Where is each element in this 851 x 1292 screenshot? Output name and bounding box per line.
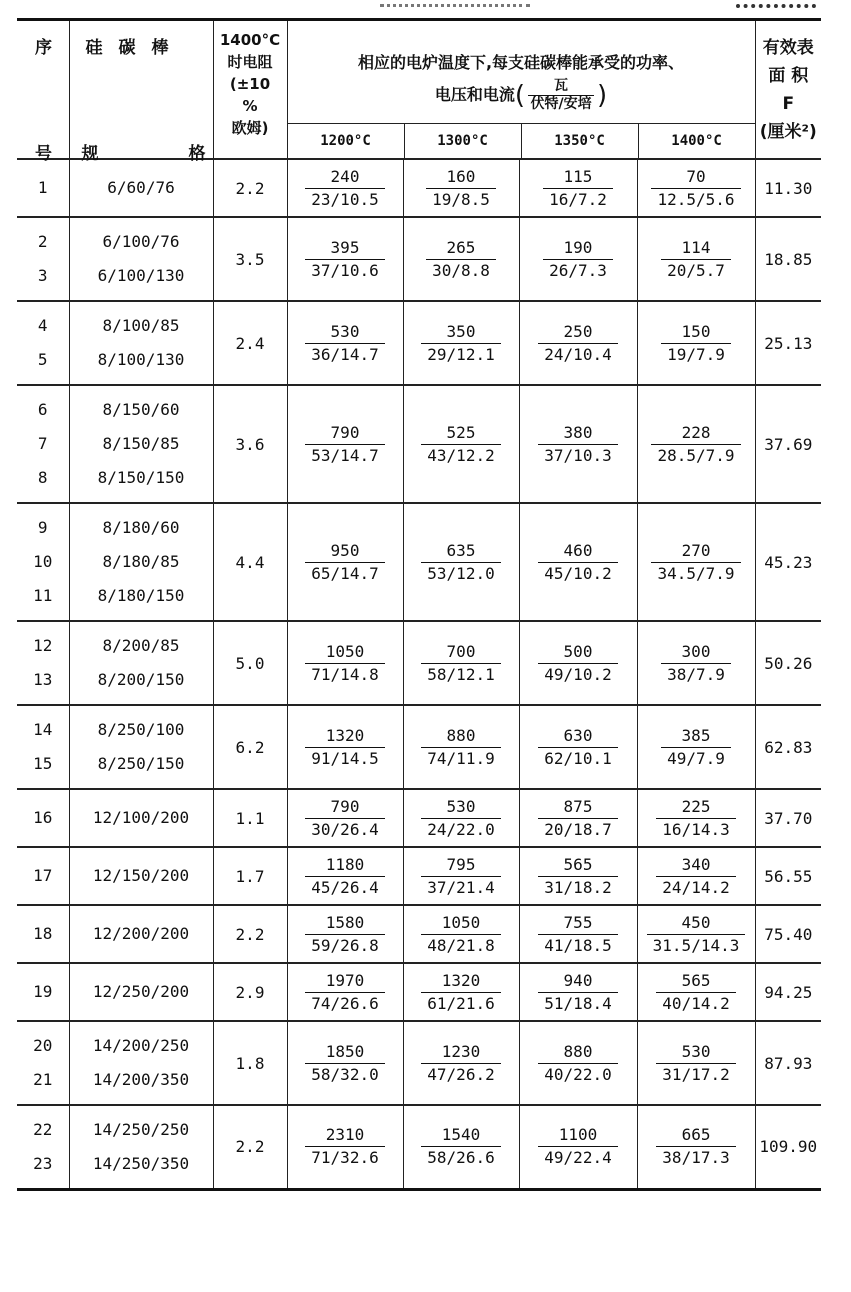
voltage-current: 36/14.7 bbox=[305, 343, 384, 366]
row-power-fraction bbox=[287, 385, 403, 503]
row-power-fraction bbox=[403, 385, 519, 503]
row-power-fraction bbox=[287, 1105, 403, 1189]
voltage-current: 49/22.4 bbox=[538, 1146, 617, 1169]
table-row bbox=[17, 301, 821, 385]
row-resistance: 6.2 bbox=[213, 705, 287, 789]
voltage-current: 71/32.6 bbox=[305, 1146, 384, 1169]
row-power-fraction bbox=[637, 159, 755, 217]
header-decoration bbox=[380, 0, 530, 7]
row-resistance: 2.4 bbox=[213, 301, 287, 385]
table-row bbox=[17, 705, 821, 789]
temp-1350: 1350°C bbox=[521, 124, 638, 158]
row-area: 94.25 bbox=[755, 963, 821, 1021]
voltage-current: 49/10.2 bbox=[538, 663, 617, 686]
row-spec: 8/100/85 8/100/130 bbox=[69, 301, 213, 385]
voltage-current: 41/18.5 bbox=[538, 934, 617, 957]
power-watts: 1100 bbox=[558, 1125, 598, 1145]
resistance-header-line: (±10 bbox=[229, 75, 271, 93]
voltage-current: 53/12.0 bbox=[421, 562, 500, 585]
table-row bbox=[17, 1105, 821, 1189]
row-power-fraction bbox=[287, 905, 403, 963]
row-resistance: 2.9 bbox=[213, 963, 287, 1021]
power-watts: 1320 bbox=[441, 970, 481, 990]
voltage-current: 20/18.7 bbox=[538, 818, 617, 841]
voltage-current: 74/11.9 bbox=[421, 747, 500, 770]
row-power-fraction bbox=[287, 963, 403, 1021]
power-watts: 385 bbox=[681, 725, 711, 745]
row-area: 87.93 bbox=[755, 1021, 821, 1105]
voltage-current: 24/14.2 bbox=[656, 876, 735, 899]
row-resistance: 3.6 bbox=[213, 385, 287, 503]
power-watts: 525 bbox=[446, 422, 476, 442]
voltage-current: 12.5/5.6 bbox=[651, 188, 740, 211]
row-area: 37.70 bbox=[755, 789, 821, 847]
voltage-current: 49/7.9 bbox=[661, 747, 731, 770]
row-power-fraction bbox=[519, 301, 637, 385]
row-power-fraction bbox=[403, 1105, 519, 1189]
power-watts: 755 bbox=[563, 912, 593, 932]
power-watts: 340 bbox=[681, 854, 711, 874]
voltage-current: 45/10.2 bbox=[538, 562, 617, 585]
power-watts: 530 bbox=[681, 1041, 711, 1061]
power-watts: 790 bbox=[330, 796, 360, 816]
power-watts: 790 bbox=[330, 422, 360, 442]
power-watts: 635 bbox=[446, 540, 476, 560]
power-watts: 665 bbox=[681, 1125, 711, 1145]
row-spec: 12/150/200 bbox=[69, 847, 213, 905]
row-spec: 12/200/200 bbox=[69, 905, 213, 963]
row-spec: 14/250/250 14/250/350 bbox=[69, 1105, 213, 1189]
row-index: 19 bbox=[17, 963, 69, 1021]
power-watts: 630 bbox=[563, 725, 593, 745]
voltage-current: 37/10.3 bbox=[538, 444, 617, 467]
header-temperature-group: 相应的电炉温度下,每支硅碳棒能承受的功率、 电压和电流( $\frac{\text{瓦}}{\text{伏特/安培}}$ ) 1200°C 1300°C 1350°C 1400°C bbox=[287, 20, 755, 160]
voltage-current: 48/21.8 bbox=[421, 934, 500, 957]
header-seq: 序 号 bbox=[35, 38, 52, 164]
power-watts: 950 bbox=[330, 540, 360, 560]
row-area: 109.90 bbox=[755, 1105, 821, 1189]
row-power-fraction bbox=[403, 847, 519, 905]
row-power-fraction bbox=[287, 1021, 403, 1105]
silicon-carbide-rod-table bbox=[17, 18, 821, 1191]
row-index: 16 bbox=[17, 789, 69, 847]
row-power-fraction bbox=[637, 963, 755, 1021]
row-power-fraction bbox=[637, 1021, 755, 1105]
temperature-headers bbox=[288, 123, 755, 158]
row-power-fraction bbox=[519, 847, 637, 905]
power-watts: 530 bbox=[330, 321, 360, 341]
voltage-current: 30/8.8 bbox=[426, 259, 496, 282]
row-power-fraction bbox=[287, 621, 403, 705]
voltage-current: 16/7.2 bbox=[543, 188, 613, 211]
row-power-fraction bbox=[519, 385, 637, 503]
row-power-fraction bbox=[637, 621, 755, 705]
voltage-current: 61/21.6 bbox=[421, 992, 500, 1015]
power-watts: 2310 bbox=[325, 1125, 365, 1145]
row-power-fraction bbox=[637, 1105, 755, 1189]
voltage-current: 37/10.6 bbox=[305, 259, 384, 282]
power-watts: 350 bbox=[446, 321, 476, 341]
row-index: 4 5 bbox=[17, 301, 69, 385]
table-body bbox=[17, 159, 821, 1189]
row-power-fraction bbox=[637, 217, 755, 301]
row-resistance: 1.8 bbox=[213, 1021, 287, 1105]
row-index: 12 13 bbox=[17, 621, 69, 705]
row-area: 37.69 bbox=[755, 385, 821, 503]
power-watts: 1050 bbox=[441, 912, 481, 932]
row-index: 6 7 8 bbox=[17, 385, 69, 503]
temp-1200: 1200°C bbox=[320, 133, 371, 149]
voltage-current: 65/14.7 bbox=[305, 562, 384, 585]
voltage-current: 47/26.2 bbox=[421, 1063, 500, 1086]
row-area: 11.30 bbox=[755, 159, 821, 217]
row-power-fraction bbox=[519, 705, 637, 789]
row-power-fraction bbox=[403, 905, 519, 963]
voltage-current: 23/10.5 bbox=[305, 188, 384, 211]
voltage-current: 30/26.4 bbox=[305, 818, 384, 841]
temp-1400: 1400°C bbox=[638, 124, 755, 158]
voltage-current: 19/7.9 bbox=[661, 343, 731, 366]
row-spec: 8/150/60 8/150/85 8/150/150 bbox=[69, 385, 213, 503]
voltage-current: 28.5/7.9 bbox=[651, 444, 740, 467]
row-index: 1 bbox=[17, 159, 69, 217]
power-watts: 225 bbox=[681, 796, 711, 816]
voltage-current: 91/14.5 bbox=[305, 747, 384, 770]
voltage-current: 37/21.4 bbox=[421, 876, 500, 899]
row-index: 2 3 bbox=[17, 217, 69, 301]
row-power-fraction bbox=[403, 621, 519, 705]
row-power-fraction bbox=[403, 301, 519, 385]
power-watts: 450 bbox=[681, 912, 711, 932]
power-watts: 190 bbox=[563, 237, 593, 257]
row-resistance: 1.7 bbox=[213, 847, 287, 905]
row-spec: 6/60/76 bbox=[69, 159, 213, 217]
row-resistance: 2.2 bbox=[213, 159, 287, 217]
power-watts: 1970 bbox=[325, 970, 365, 990]
row-index: 14 15 bbox=[17, 705, 69, 789]
power-watts: 500 bbox=[563, 641, 593, 661]
voltage-current: 59/26.8 bbox=[305, 934, 384, 957]
voltage-current: 58/26.6 bbox=[421, 1146, 500, 1169]
voltage-current: 40/22.0 bbox=[538, 1063, 617, 1086]
voltage-current: 45/26.4 bbox=[305, 876, 384, 899]
row-index: 17 bbox=[17, 847, 69, 905]
row-power-fraction bbox=[519, 503, 637, 621]
resistance-header-line: % bbox=[242, 97, 258, 115]
row-area: 18.85 bbox=[755, 217, 821, 301]
voltage-current: 31/18.2 bbox=[538, 876, 617, 899]
power-watts: 270 bbox=[681, 540, 711, 560]
header-resistance bbox=[213, 20, 287, 160]
power-watts: 795 bbox=[446, 854, 476, 874]
voltage-current: 71/14.8 bbox=[305, 663, 384, 686]
row-power-fraction bbox=[637, 301, 755, 385]
row-power-fraction bbox=[637, 789, 755, 847]
voltage-current: 24/10.4 bbox=[538, 343, 617, 366]
power-watts: 265 bbox=[446, 237, 476, 257]
power-watts: 1050 bbox=[325, 641, 365, 661]
row-spec: 8/250/100 8/250/150 bbox=[69, 705, 213, 789]
power-watts: 880 bbox=[446, 725, 476, 745]
row-power-fraction bbox=[519, 789, 637, 847]
row-power-fraction bbox=[637, 385, 755, 503]
voltage-current: 24/22.0 bbox=[421, 818, 500, 841]
power-watts: 240 bbox=[330, 166, 360, 186]
row-power-fraction bbox=[287, 301, 403, 385]
row-power-fraction bbox=[519, 1105, 637, 1189]
power-watts: 940 bbox=[563, 970, 593, 990]
power-watts: 395 bbox=[330, 237, 360, 257]
power-watts: 160 bbox=[446, 166, 476, 186]
row-area: 50.26 bbox=[755, 621, 821, 705]
row-power-fraction bbox=[637, 847, 755, 905]
row-index: 20 21 bbox=[17, 1021, 69, 1105]
row-area: 75.40 bbox=[755, 905, 821, 963]
resistance-header-line: 时电阻 bbox=[227, 53, 273, 71]
power-watts: 150 bbox=[681, 321, 711, 341]
power-watts: 1540 bbox=[441, 1125, 481, 1145]
row-power-fraction bbox=[287, 705, 403, 789]
power-watts: 1850 bbox=[325, 1041, 365, 1061]
row-index: 22 23 bbox=[17, 1105, 69, 1189]
power-watts: 228 bbox=[681, 422, 711, 442]
row-power-fraction bbox=[287, 159, 403, 217]
row-resistance: 2.2 bbox=[213, 1105, 287, 1189]
power-watts: 700 bbox=[446, 641, 476, 661]
row-power-fraction bbox=[403, 217, 519, 301]
row-index: 9 10 11 bbox=[17, 503, 69, 621]
power-watts: 565 bbox=[681, 970, 711, 990]
resistance-header-line: 欧姆) bbox=[231, 119, 269, 137]
table-row bbox=[17, 159, 821, 217]
voltage-current: 19/8.5 bbox=[426, 188, 496, 211]
row-spec: 12/100/200 bbox=[69, 789, 213, 847]
row-power-fraction bbox=[403, 159, 519, 217]
row-resistance: 2.2 bbox=[213, 905, 287, 963]
table-row bbox=[17, 217, 821, 301]
table-row bbox=[17, 789, 821, 847]
voltage-current: 53/14.7 bbox=[305, 444, 384, 467]
voltage-current: 34.5/7.9 bbox=[651, 562, 740, 585]
voltage-current: 74/26.6 bbox=[305, 992, 384, 1015]
row-power-fraction bbox=[287, 503, 403, 621]
table-row bbox=[17, 1021, 821, 1105]
table-row bbox=[17, 963, 821, 1021]
row-index: 18 bbox=[17, 905, 69, 963]
table-row bbox=[17, 847, 821, 905]
voltage-current: 51/18.4 bbox=[538, 992, 617, 1015]
row-area: 25.13 bbox=[755, 301, 821, 385]
voltage-current: 31.5/14.3 bbox=[647, 934, 746, 957]
row-area: 45.23 bbox=[755, 503, 821, 621]
power-watts: 1580 bbox=[325, 912, 365, 932]
power-watts: 880 bbox=[563, 1041, 593, 1061]
unit-fraction: $\frac{\text{瓦}}{\text{伏特/安培}}$ bbox=[528, 78, 594, 113]
voltage-current: 38/17.3 bbox=[656, 1146, 735, 1169]
row-spec: 8/200/85 8/200/150 bbox=[69, 621, 213, 705]
voltage-current: 20/5.7 bbox=[661, 259, 731, 282]
table-row bbox=[17, 905, 821, 963]
power-watts: 460 bbox=[563, 540, 593, 560]
power-watts: 114 bbox=[681, 237, 711, 257]
voltage-current: 38/7.9 bbox=[661, 663, 731, 686]
voltage-current: 43/12.2 bbox=[421, 444, 500, 467]
row-resistance: 1.1 bbox=[213, 789, 287, 847]
temp-1300: 1300°C bbox=[404, 124, 521, 158]
row-power-fraction bbox=[403, 705, 519, 789]
power-watts: 565 bbox=[563, 854, 593, 874]
voltage-current: 26/7.3 bbox=[543, 259, 613, 282]
row-spec: 12/250/200 bbox=[69, 963, 213, 1021]
row-area: 56.55 bbox=[755, 847, 821, 905]
row-power-fraction bbox=[287, 789, 403, 847]
row-power-fraction bbox=[637, 705, 755, 789]
table-row bbox=[17, 621, 821, 705]
row-power-fraction bbox=[637, 905, 755, 963]
row-spec: 14/200/250 14/200/350 bbox=[69, 1021, 213, 1105]
row-power-fraction bbox=[403, 789, 519, 847]
row-power-fraction bbox=[403, 963, 519, 1021]
row-area: 62.83 bbox=[755, 705, 821, 789]
power-watts: 300 bbox=[681, 641, 711, 661]
row-power-fraction bbox=[287, 847, 403, 905]
power-watts: 70 bbox=[686, 166, 706, 186]
voltage-current: 40/14.2 bbox=[656, 992, 735, 1015]
row-resistance: 5.0 bbox=[213, 621, 287, 705]
row-power-fraction bbox=[287, 217, 403, 301]
row-power-fraction bbox=[519, 217, 637, 301]
table-row bbox=[17, 385, 821, 503]
row-power-fraction bbox=[519, 159, 637, 217]
power-watts: 1320 bbox=[325, 725, 365, 745]
row-spec: 6/100/76 6/100/130 bbox=[69, 217, 213, 301]
row-power-fraction bbox=[403, 503, 519, 621]
resistance-header-line: 1400°C bbox=[219, 31, 281, 49]
header-spec: 硅碳棒 规 格 bbox=[69, 20, 213, 160]
power-watts: 530 bbox=[446, 796, 476, 816]
table-row bbox=[17, 503, 821, 621]
power-watts: 115 bbox=[563, 166, 593, 186]
power-watts: 875 bbox=[563, 796, 593, 816]
header-decoration-right bbox=[736, 0, 816, 8]
power-watts: 380 bbox=[563, 422, 593, 442]
header-row bbox=[17, 20, 821, 160]
row-resistance: 4.4 bbox=[213, 503, 287, 621]
voltage-current: 29/12.1 bbox=[421, 343, 500, 366]
voltage-current: 16/14.3 bbox=[656, 818, 735, 841]
row-power-fraction bbox=[519, 905, 637, 963]
power-watts: 1180 bbox=[325, 854, 365, 874]
voltage-current: 62/10.1 bbox=[538, 747, 617, 770]
row-power-fraction bbox=[403, 1021, 519, 1105]
voltage-current: 58/32.0 bbox=[305, 1063, 384, 1086]
voltage-current: 58/12.1 bbox=[421, 663, 500, 686]
row-power-fraction bbox=[519, 963, 637, 1021]
power-watts: 1230 bbox=[441, 1041, 481, 1061]
row-power-fraction bbox=[519, 621, 637, 705]
voltage-current: 31/17.2 bbox=[656, 1063, 735, 1086]
row-spec: 8/180/60 8/180/85 8/180/150 bbox=[69, 503, 213, 621]
header-area: 有效表 面 积 F (厘米²) bbox=[755, 20, 821, 160]
row-resistance: 3.5 bbox=[213, 217, 287, 301]
row-power-fraction bbox=[637, 503, 755, 621]
row-power-fraction bbox=[519, 1021, 637, 1105]
power-watts: 250 bbox=[563, 321, 593, 341]
